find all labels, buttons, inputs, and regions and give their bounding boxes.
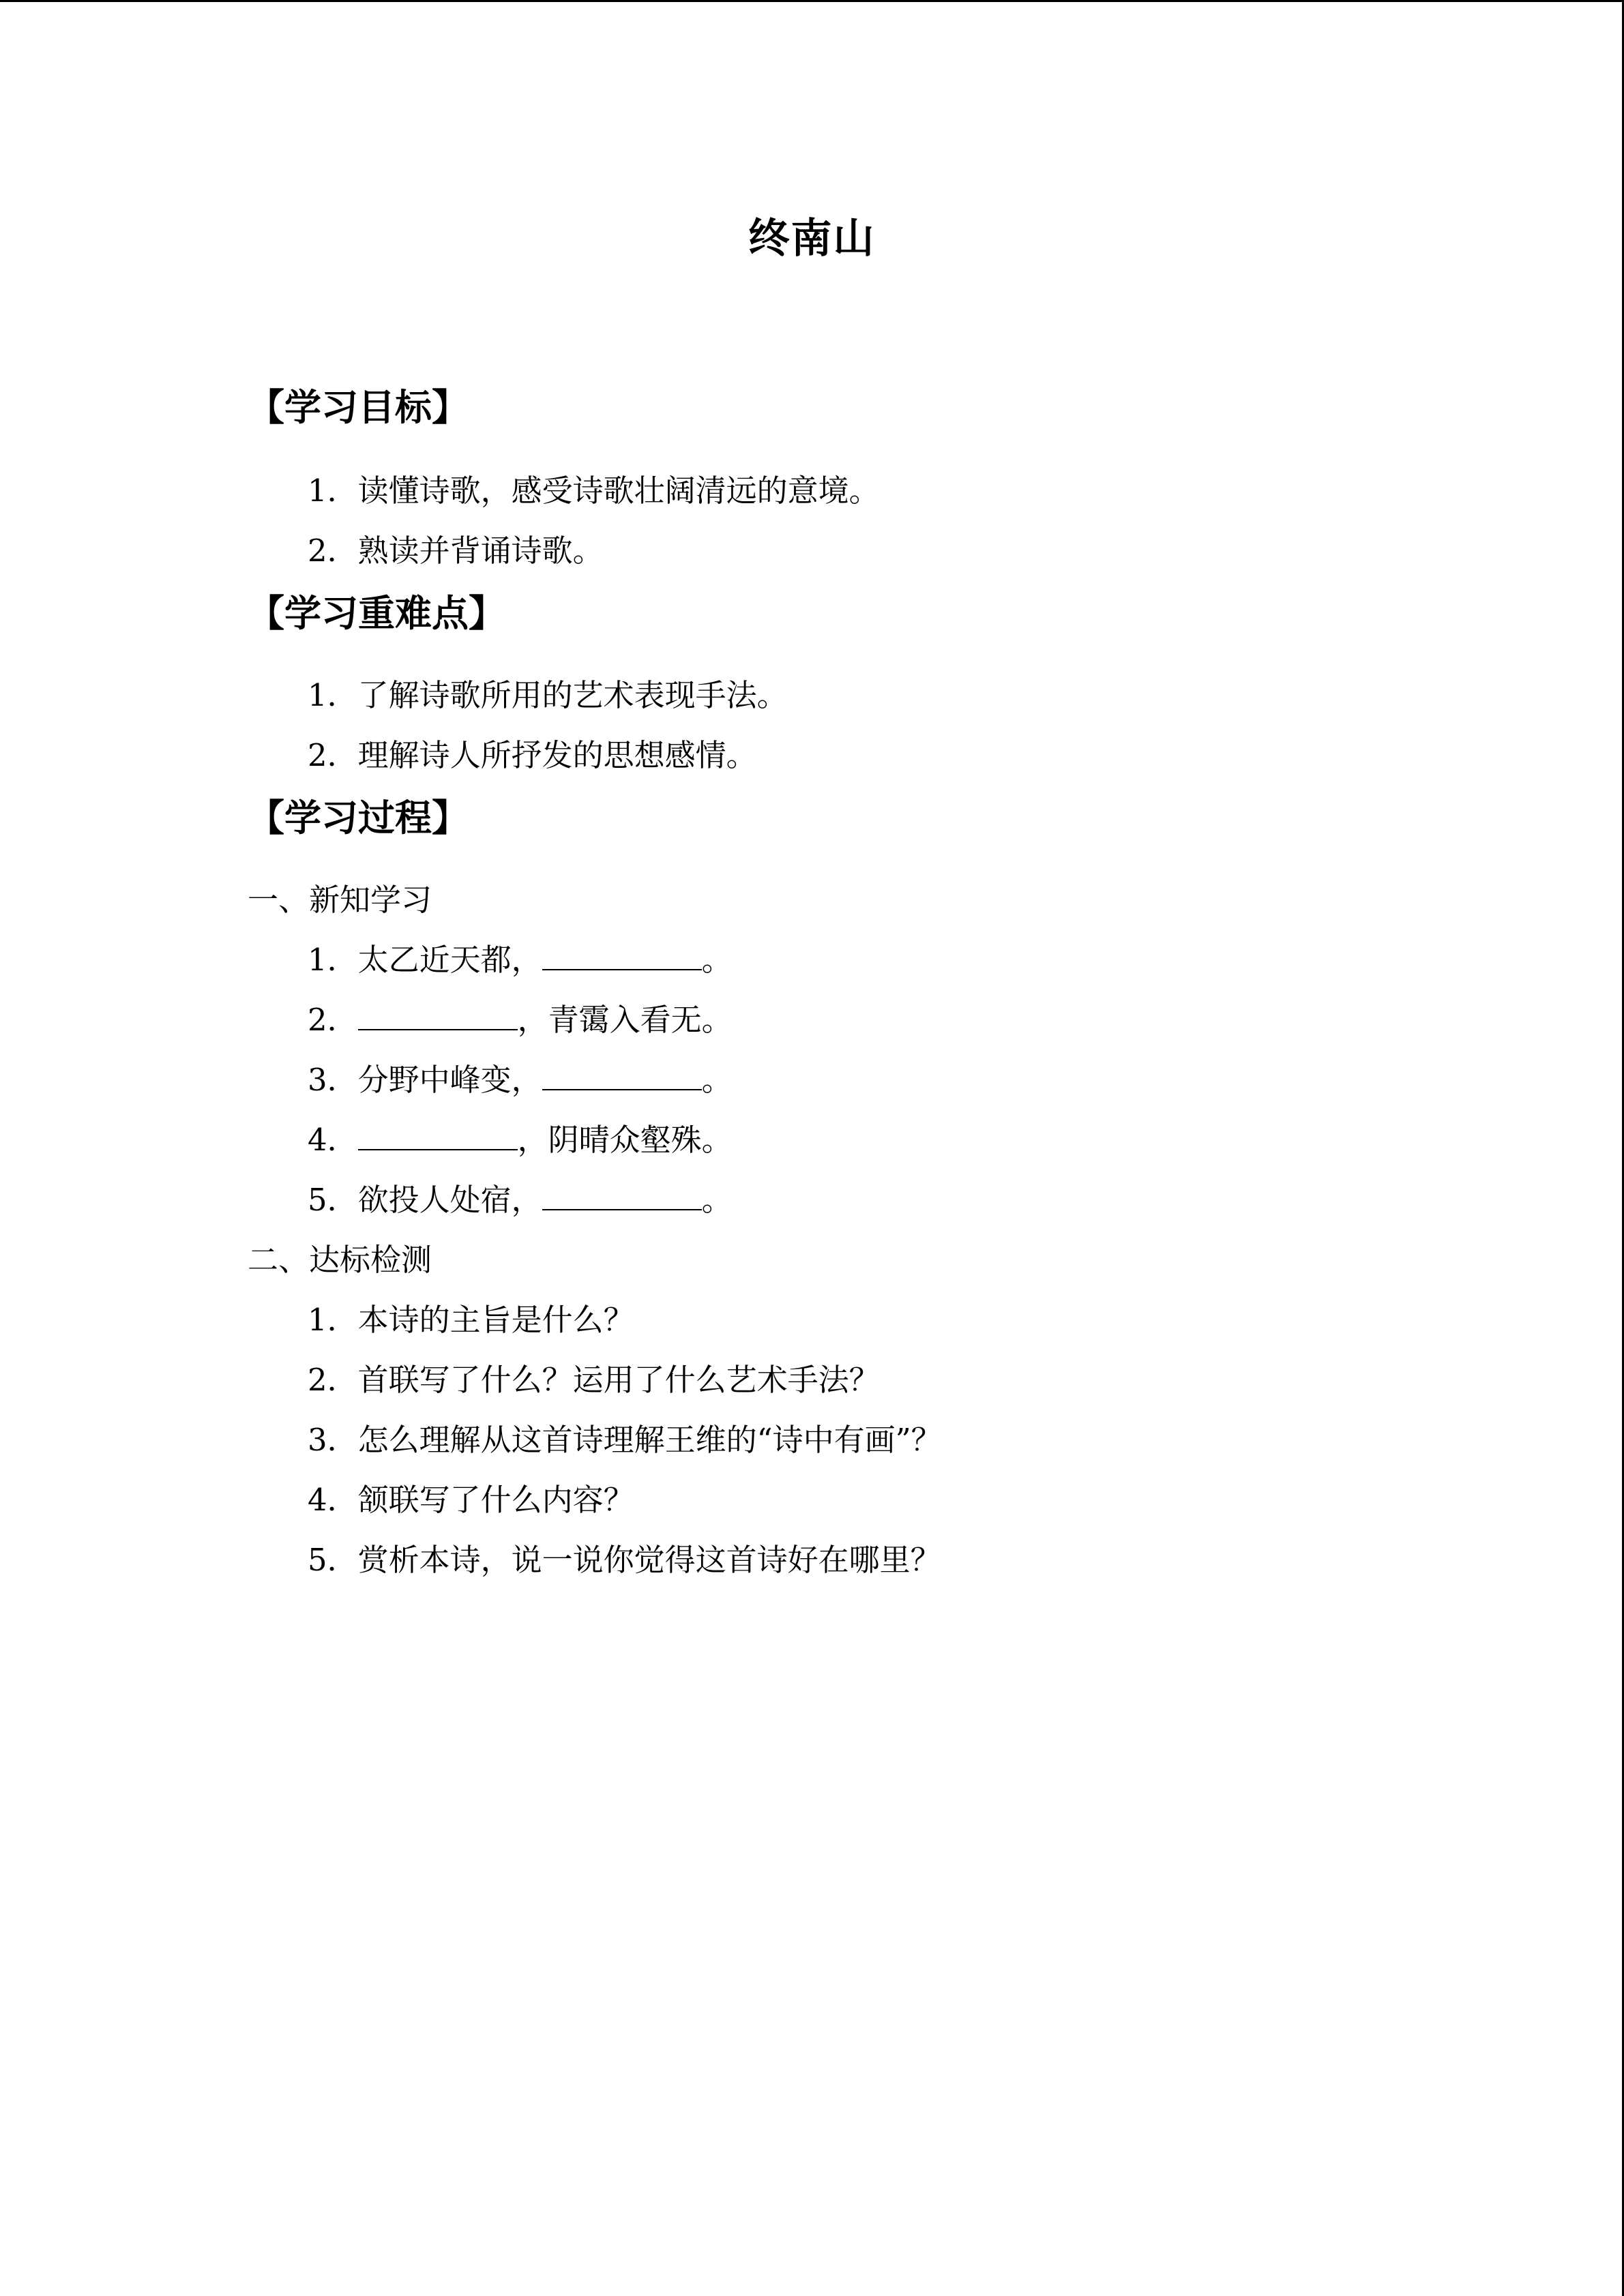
fill-blank-suffix: 。	[701, 1182, 733, 1218]
answer-blank[interactable]	[542, 942, 702, 970]
subsection-label-new-knowledge: 一、新知学习	[248, 882, 432, 918]
fill-blank-suffix: 。	[701, 942, 733, 978]
fill-blank-item	[308, 938, 733, 982]
fill-blank-prefix: 2．	[308, 1002, 358, 1038]
page-title: 终南山	[748, 215, 876, 263]
section-heading-key-points: 【学习重难点】	[248, 592, 505, 635]
section-heading-process: 【学习过程】	[248, 796, 469, 839]
answer-blank[interactable]	[542, 1062, 702, 1090]
goal-item: 2．熟读并背诵诗歌。	[308, 533, 604, 569]
question-item: 2．首联写了什么？运用了什么艺术手法？	[308, 1362, 880, 1398]
fill-blank-prefix: 5．欲投人处宿，	[308, 1182, 542, 1218]
key-point-item: 2．理解诗人所抒发的思想感情。	[308, 737, 757, 773]
fill-blank-prefix: 3．分野中峰变，	[308, 1062, 542, 1098]
question-item: 3．怎么理解从这首诗理解王维的“诗中有画”？	[308, 1422, 942, 1458]
fill-blank-item	[308, 998, 733, 1042]
goal-item: 1．读懂诗歌，感受诗歌壮阔清远的意境。	[308, 473, 880, 509]
fill-blank-prefix: 4．	[308, 1122, 358, 1158]
section-heading-goals: 【学习目标】	[248, 386, 469, 429]
answer-blank[interactable]	[358, 1002, 518, 1030]
question-item: 4．颔联写了什么内容？	[308, 1482, 634, 1518]
fill-blank-item	[308, 1118, 733, 1162]
question-item: 1．本诗的主旨是什么？	[308, 1302, 634, 1338]
fill-blank-prefix: 1．太乙近天都，	[308, 942, 542, 978]
answer-blank[interactable]	[542, 1182, 702, 1210]
fill-blank-suffix: 。	[701, 1062, 733, 1098]
fill-blank-item	[308, 1178, 733, 1222]
page-border-top	[0, 0, 1624, 2]
answer-blank[interactable]	[358, 1122, 518, 1150]
key-point-item: 1．了解诗歌所用的艺术表现手法。	[308, 677, 788, 713]
fill-blank-item	[308, 1058, 733, 1102]
subsection-label-assessment: 二、达标检测	[248, 1242, 432, 1278]
fill-blank-suffix: ，青霭入看无。	[517, 1002, 733, 1038]
question-item: 5．赏析本诗，说一说你觉得这首诗好在哪里？	[308, 1542, 941, 1578]
fill-blank-suffix: ，阴晴众壑殊。	[517, 1122, 733, 1158]
